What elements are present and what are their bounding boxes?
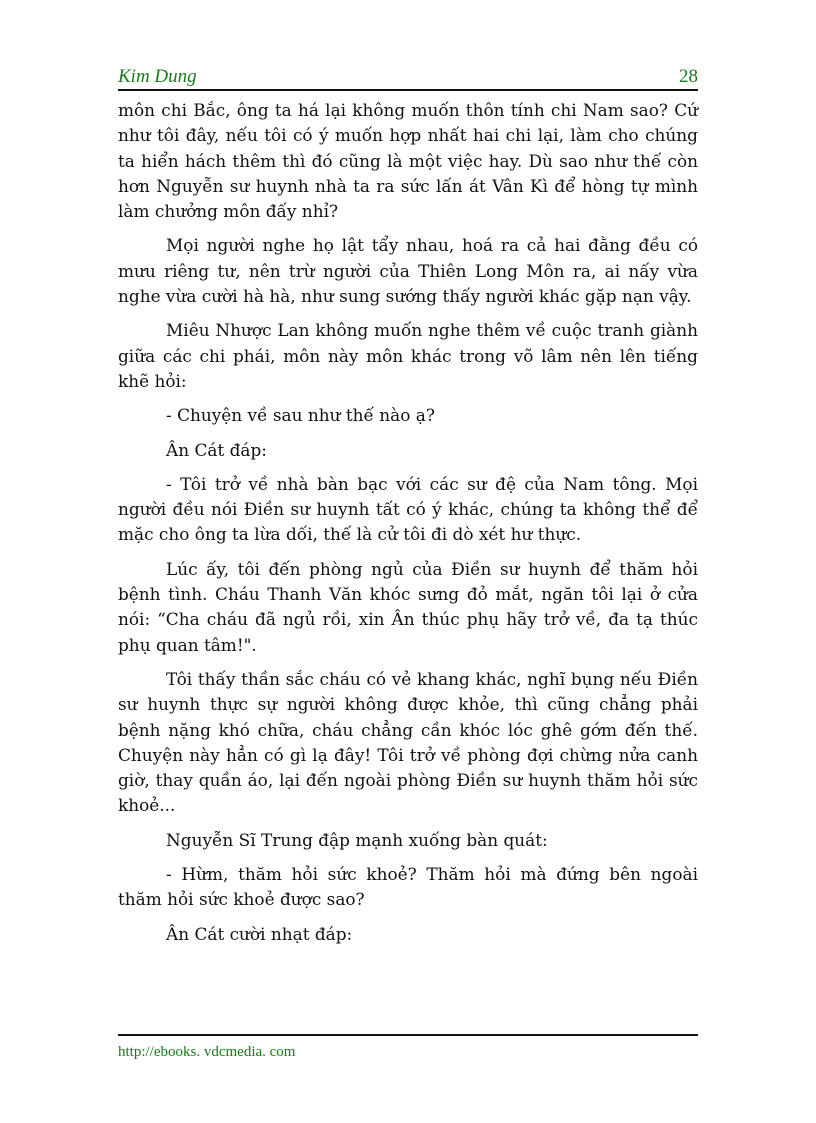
paragraph: Nguyễn Sĩ Trung đập mạnh xuống bàn quát: (166, 829, 548, 850)
page-body (118, 98, 698, 956)
paragraph: Mọi người nghe họ lật tẩy nhau, hoá ra cả hai đằng đều có mưu riêng tư, nên trừ người của Thiên Long Môn ra, ai nấy vừa nghe vừa cười hà hà, như sung sướng thấy người khác gặp nạn vậy. (118, 235, 698, 307)
footer-divider (118, 1034, 698, 1036)
page-number: 28 (679, 66, 698, 87)
footer-link[interactable]: http://ebooks. vdcmedia. com (118, 1044, 296, 1060)
book-title: Kim Dung (118, 66, 197, 87)
paragraph-continuation: môn chi Bắc, ông ta há lại không muốn thôn tính chi Nam sao? Cứ như tôi đây, nếu tôi có ý muốn hợp nhất hai chi lại, làm cho chúng ta hiển hách thêm thì đó cũng là một việc hay. Dù sao như thế còn hơn Nguyễn sư huynh nhà ta ra sức lấn át Vân Kì để hòng tự mình làm chưởng môn đấy nhỉ? (118, 100, 698, 222)
dialogue-line: - Chuyện về sau như thế nào ạ? (166, 405, 435, 426)
paragraph: Ân Cát cười nhạt đáp: (166, 923, 353, 944)
header-divider (118, 89, 698, 91)
paragraph: Miêu Nhược Lan không muốn nghe thêm về cuộc tranh giành giữa các chi phái, môn này môn khác trong võ lâm nên lên tiếng khẽ hỏi: (118, 320, 698, 391)
paragraph: Ân Cát đáp: (166, 439, 267, 460)
page-header (118, 62, 698, 88)
dialogue-line: - Hừm, thăm hỏi sức khoẻ? Thăm hỏi mà đứng bên ngoài thăm hỏi sức khoẻ được sao? (118, 864, 698, 910)
dialogue-line: - Tôi trở về nhà bàn bạc với các sư đệ của Nam tông. Mọi người đều nói Điền sư huynh tất có ý khác, chúng ta không thể để mặc cho ông ta lừa dối, thế là cử tôi đi dò xét hư thực. (118, 473, 698, 545)
paragraph: Tôi thấy thần sắc cháu có vẻ khang khác, nghĩ bụng nếu Điền sư huynh thực sự người không được khỏe, thì cũng chẳng phải bệnh nặng khó chữa, cháu chẳng cần khóc lóc ghê gớm đến thế. Chuyện này hẳn có gì lạ đây! Tôi trở về phòng đợi chừng nửa canh giờ, thay quần áo, lại đến ngoài phòng Điền sư huynh thăm hỏi sức khoẻ... (118, 668, 698, 816)
paragraph: Lúc ấy, tôi đến phòng ngủ của Điền sư huynh để thăm hỏi bệnh tình. Cháu Thanh Văn khóc sưng đỏ mắt, ngăn tôi lại ở cửa nói: “Cha cháu đã ngủ rồi, xin Ân thúc phụ hãy trở về, đa tạ thúc phụ quan tâm!". (118, 558, 698, 655)
